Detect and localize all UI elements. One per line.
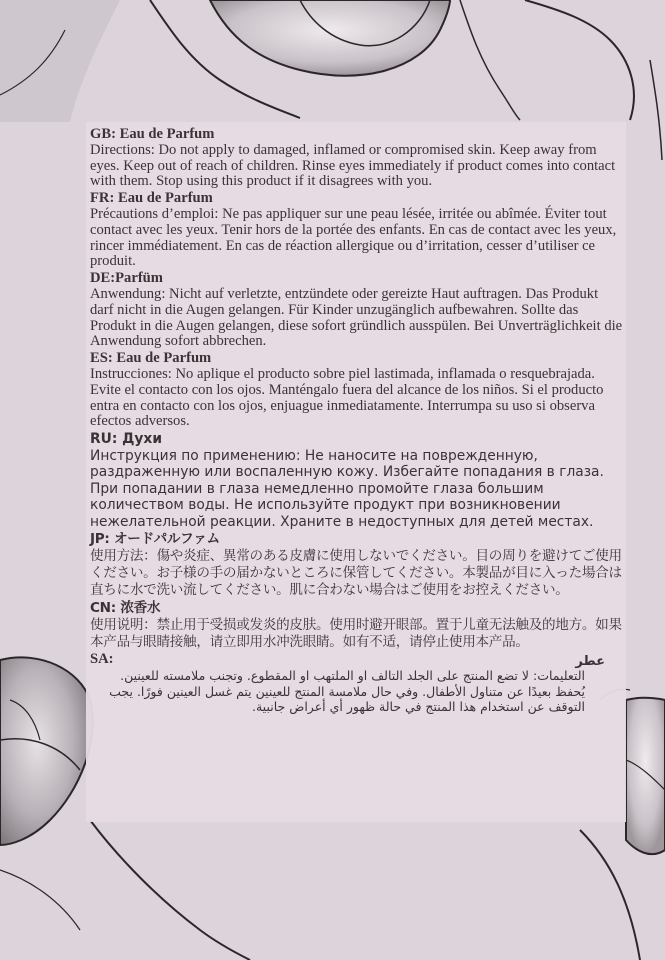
section-body: Anwendung: Nicht auf verletzte, entzündete oder gereizte Haut auftragen. Das Produkt darf nicht in die Augen gelangen. Für Kinder unzugänglich aufbewahren. Sollte das Produkt in die Augen gelangen, diese sofort gründlich ausspülen. Bei Unverträglichkeit die Anwendung sofort abbrechen. bbox=[90, 285, 623, 350]
section-heading: JP: オードパルファム bbox=[90, 531, 220, 548]
section-jp bbox=[90, 531, 625, 599]
sa-title: عطر bbox=[575, 654, 605, 670]
section-ru bbox=[90, 431, 625, 530]
section-body: Directions: Do not apply to damaged, inflamed or compromised skin. Keep away from eyes. Keep out of reach of children. Rinse eyes immediately if product comes into contact with them. Stop using this product if it disagrees with you. bbox=[90, 141, 616, 190]
section-heading: DE:Parfüm bbox=[90, 270, 163, 287]
section-body: 使用说明：禁止用于受损或发炎的皮肤。使用时避开眼部。置于儿童无法触及的地方。如果本产品与眼睛接触，请立即用水冲洗眼睛。如有不适，请停止使用本产品。 bbox=[90, 617, 622, 651]
section-heading: CN: 浓香水 bbox=[90, 600, 161, 617]
section-heading: RU: Духи bbox=[90, 431, 162, 448]
section-body: Précautions d’emploi: Ne pas appliquer sur une peau lésée, irritée ou abîmée. Éviter tout contact avec les yeux. Tenir hors de la portée des enfants. En cas de contact avec les yeux, rincer immédiatement. En cas de réaction allergique ou d’irritation, cesser d’utiliser ce produit. bbox=[90, 205, 617, 270]
section-de bbox=[90, 271, 625, 350]
section-heading: ES: Eau de Parfum bbox=[90, 350, 212, 367]
section-body: التعليمات: لا تضع المنتج على الجلد التالف او الملتهب او المقطوع. وتجنب ملامسته للعينين. يُحفظ بعيدًا عن متناول الأطفال. وفي حال ملامسة المنتج للعينين يتم غسل العينين فورًا. يجب التوقف عن استخدام هذا المنتج في حالة ظهور أي أعراض جانبية. bbox=[109, 668, 585, 715]
section-heading: GB: Eau de Parfum bbox=[90, 126, 215, 142]
section-body: Инструкция по применению: Не наносите на поврежденную, раздраженную или воспаленную кожу. Избегайте попадания в глаза. При попадании в глаза немедленно промойте глаза большим количеством воды. Не используйте продукт при возникновении нежелательной реакции. Храните в недоступных для детей местах. bbox=[90, 447, 604, 530]
section-sa bbox=[90, 652, 625, 715]
section-heading: FR: Eau de Parfum bbox=[90, 190, 213, 207]
instructions-content bbox=[90, 127, 625, 715]
section-gb bbox=[90, 127, 625, 190]
section-fr bbox=[90, 191, 625, 270]
section-es bbox=[90, 351, 625, 430]
section-body: 使用方法：傷や炎症、異常のある皮膚に使用しないでください。目の周りを避けてご使用ください。お子様の手の届かないところに保管してください。本製品が目に入った場合は直ちに水で洗い流してください。肌に合わない場合はご使用をお控えください。 bbox=[90, 548, 622, 599]
sa-heading-row bbox=[90, 652, 625, 668]
section-heading: SA: bbox=[90, 651, 114, 668]
section-cn bbox=[90, 600, 625, 651]
section-body: Instrucciones: No aplique el producto sobre piel lastimada, inflamada o resquebrajada. Evite el contacto con los ojos. Manténgalo fuera del alcance de los niños. Si el producto entra en contacto con los ojos, enjuague inmediatamente. Interrumpa su uso si observa efectos adversos. bbox=[90, 365, 604, 430]
